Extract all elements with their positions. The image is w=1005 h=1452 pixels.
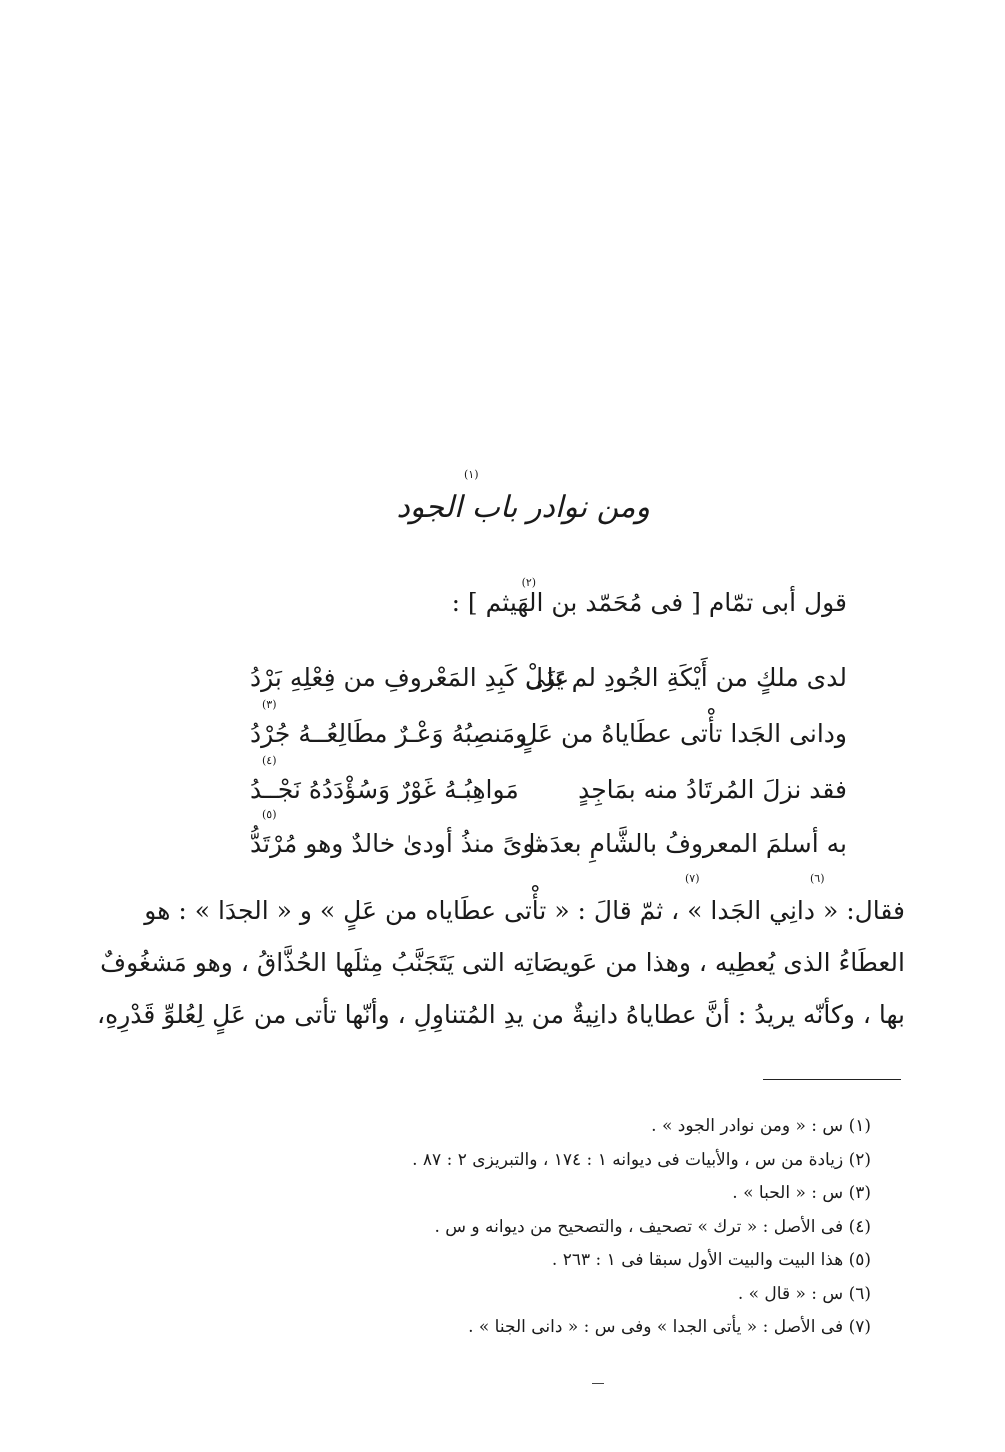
footnote: (٧) فى الأصل : « يأتى الجدا » وفى س : « دانى الجنا » . [468, 1317, 871, 1337]
verse-line [200, 808, 847, 866]
verse-line [200, 754, 847, 812]
footnote: (٢) زيادة من س ، والأبيات فى ديوانه ١ : ١٧٤ ، والتبريزى ٢ : ٨٧ . [412, 1149, 871, 1170]
verse-second-hemistich: مَواهِبُـهُ غَوْرٌ وَسُؤْدَدُهُ نَجْــدُ [250, 775, 519, 804]
heading-footnote-mark: (١) [464, 468, 479, 481]
verse-footnote-mark: (٥) [262, 808, 277, 821]
prose-line: بها ، وكأنّه يريدُ : أنَّ عطاياهُ دانِيةٌ من يدِ المُتناوِلِ ، وأنّها تأتى من عَلٍ لِعُلوِّ قَدْرِهِ، [97, 1000, 905, 1029]
verse-first-hemistich: ودانى الجَدا تأْتى عطَاياهُ من عَلٍ [519, 719, 847, 748]
prose-line: العطَاءُ الذى يُعطِيه ، وهذا من عَويصَاتِه التى يَتَجَنَّبُ مِثلَها الحُذَّاقُ ، وهو مَشغُوفٌ [100, 948, 905, 977]
footnote: (٤) فى الأصل : « ترك » تصحيف ، والتصحيح من ديوانه و س . [434, 1216, 871, 1237]
intro-text: قول أبى تمّام [ فى مُحَمّد بن الهَيثم ] : [451, 588, 847, 617]
footnote: (٦) س : « قال » . [737, 1283, 871, 1304]
chapter-heading [396, 468, 650, 538]
verse-line [200, 656, 847, 700]
page-mark [592, 1383, 604, 1384]
heading-text: ومن نوادر باب الجود [396, 490, 650, 525]
footnote: (٣) س : « الحبا » . [732, 1183, 871, 1203]
intro-footnote-mark: (٢) [521, 576, 537, 589]
verse-first-hemistich: فقد نزلَ المُرتَادُ منه بمَاجِدٍ [578, 775, 847, 804]
verse-second-hemistich: على كَبِدِ المَعْروفِ من فِعْلِهِ بَرْدُ [250, 663, 570, 692]
verse-footnote-mark: (٣) [262, 698, 277, 711]
footnote: (٥) هذا البيت والبيت الأول سبقا فى ١ : ٢٦٣ . [551, 1250, 871, 1270]
footnote-separator [763, 1079, 901, 1080]
verse-first-hemistich: به أسلمَ المعروفُ بالشَّامِ بعدَما [528, 829, 847, 858]
prose-line: فقال: « دانِي الجَدا » ، ثمّ قالَ : « تأْتى عطَاياه من عَلٍ » و « الجدَا » : هو [144, 896, 905, 925]
footnotes [231, 1110, 871, 1345]
intro-line [451, 576, 847, 617]
prose-footnote-mark: (٦) [810, 872, 825, 885]
verse-second-hemistich: ومَنصِبُهُ وَعْـرٌ مطَالِعُــهُ جُرْدُ [250, 719, 528, 748]
footnote: (١) س : « ومن نوادر الجود » . [651, 1116, 871, 1136]
verse-second-hemistich: ثوىً منذُ أودىٰ خالدٌ وهو مُرْتَدُّ [250, 829, 543, 858]
verse-footnote-mark: (٤) [262, 754, 277, 767]
verse-first-hemistich: لدى ملكٍ من أَيْكَةِ الجُودِ لم يَزَلْ [524, 663, 847, 692]
prose-footnote-mark: (٧) [685, 872, 700, 885]
verse-line [200, 698, 847, 756]
